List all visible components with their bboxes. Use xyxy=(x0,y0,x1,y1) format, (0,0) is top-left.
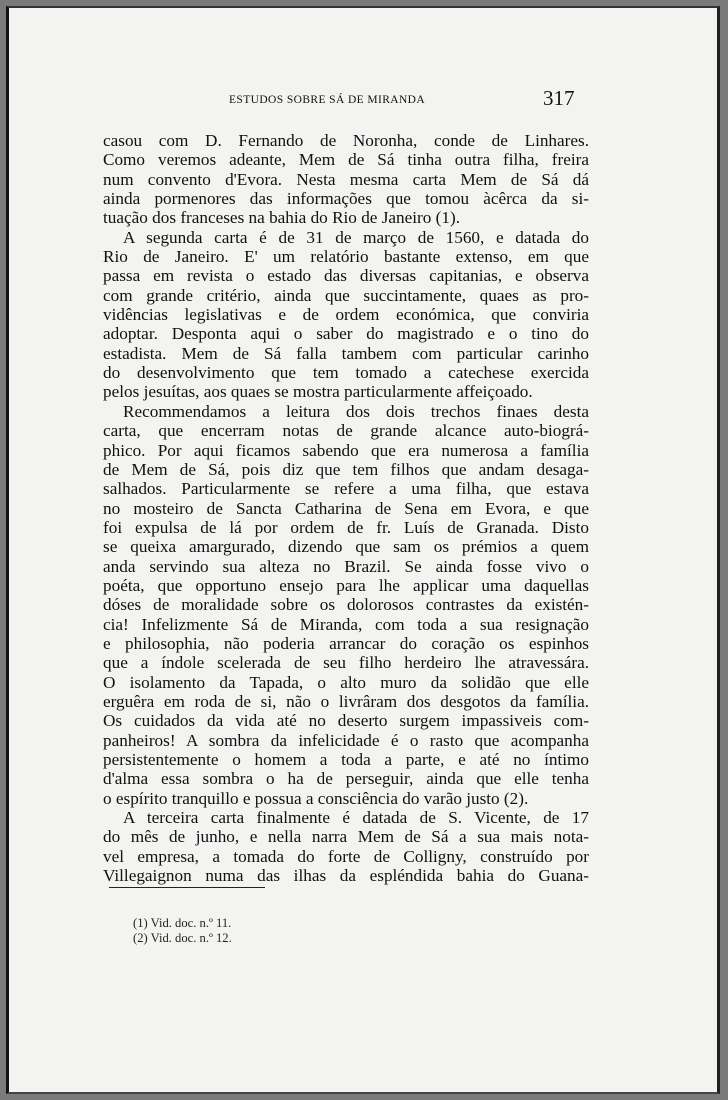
text-line: cia! Infelizmente Sá de Miranda, com toda a sua resignação xyxy=(103,614,589,634)
page-number: 317 xyxy=(543,86,575,110)
text-line: persistentemente o homem a toda a parte, e até no íntimo xyxy=(103,750,589,769)
footnotes xyxy=(133,916,232,946)
text-line: passa em revista o estado das diversas capitanias, e observa xyxy=(103,266,589,286)
text-line: adoptar. Desponta aqui o saber do magistrado e o tino do xyxy=(103,324,589,344)
text-line: foi expulsa de lá por ordem de fr. Luís de Granada. Disto xyxy=(103,517,589,537)
text-line: pelos jesuítas, aos quaes se mostra particularmente affeiçoado. xyxy=(103,382,533,402)
footnote-1: (1) Vid. doc. n.º 11. xyxy=(133,916,232,930)
text-line: que a índole scelerada de seu filho herdeiro lhe atravessára. xyxy=(103,653,589,673)
text-line: e philosophia, não poderia arrancar do coração os espinhos xyxy=(103,633,589,653)
text-line: Villegaignon numa das ilhas da espléndida bahia do Guana- xyxy=(103,866,589,886)
book-page xyxy=(6,6,720,1094)
text-line: de Mem de Sá, pois diz que tem filhos que andam desaga- xyxy=(103,459,589,479)
text-line: A segunda carta é de 31 de março de 1560, e datada do xyxy=(123,227,589,247)
text-line: Como veremos adeante, Mem de Sá tinha outra filha, freira xyxy=(103,150,589,170)
text-line: no mosteiro de Sancta Catharina de Sena em Evora, e que xyxy=(103,498,589,518)
text-line: erguêra em roda de si, não o livrâram dos desgotos da família. xyxy=(103,691,589,711)
text-line: num convento d'Evora. Nesta mesma carta Mem de Sá dá xyxy=(103,169,589,189)
text-line: do mês de junho, e nella narra Mem de Sá a sua mais nota- xyxy=(103,827,589,847)
text-line: d'alma essa sombra o ha de perseguir, ainda que elle tenha xyxy=(103,769,589,789)
text-line: anda servindo sua alteza no Brazil. Se ainda fosse vivo o xyxy=(103,556,589,576)
text-line: o espírito tranquillo e possua a consciência do varão justo (2). xyxy=(103,788,529,808)
text-line: carta, que encerram notas de grande alcance auto-biográ- xyxy=(103,421,589,441)
text-line: A terceira carta finalmente é datada de S. Vicente, de 17 xyxy=(123,808,589,828)
text-line: salhados. Particularmente se refere a uma filha, que estava xyxy=(103,479,589,499)
text-line: tuação dos franceses na bahia do Rio de Janeiro (1). xyxy=(103,208,460,228)
text-line: vel empresa, a tomada do forte de Colligny, construído por xyxy=(103,846,589,866)
text-line: do desenvolvimento que tem tomado a catechese exercida xyxy=(103,363,589,383)
text-line: poéta, que opportuno ensejo para lhe applicar uma daquellas xyxy=(103,575,589,595)
text-line: vidências legislativas e de ordem económica, que conviria xyxy=(103,305,589,325)
text-line: phico. Por aqui ficamos sabendo que era numerosa a família xyxy=(103,440,589,460)
text-line: estadista. Mem de Sá falla tambem com particular carinho xyxy=(103,343,589,363)
text-line: casou com D. Fernando de Noronha, conde de Linhares. xyxy=(103,131,589,150)
text-line: panheiros! A sombra da infelicidade é o rasto que acompanha xyxy=(103,730,589,750)
running-title: ESTUDOS SOBRE SÁ DE MIRANDA xyxy=(229,94,426,106)
text-line: dóses de moralidade sobre os dolorosos contrastes da existén- xyxy=(103,595,589,615)
text-line: com grande critério, ainda que succintamente, quaes as pro- xyxy=(103,285,589,305)
body-text xyxy=(103,131,589,885)
text-line: Recommendamos a leitura dos dois trechos finaes desta xyxy=(123,401,589,421)
running-head xyxy=(9,86,717,114)
text-line: ainda pormenores das informações que tomou àcêrca da si- xyxy=(103,189,589,209)
text-line: O isolamento da Tapada, o alto muro da solidão que elle xyxy=(103,672,589,692)
text-line: Os cuidados da vida até no deserto surgem impassiveis com- xyxy=(103,711,589,731)
footnote-rule xyxy=(109,887,265,888)
text-line: se queixa amargurado, dizendo que sam os prémios a quem xyxy=(103,537,589,557)
text-line: Rio de Janeiro. E' um relatório bastante extenso, em que xyxy=(103,247,589,267)
footnote-2: (2) Vid. doc. n.º 12. xyxy=(133,931,232,945)
